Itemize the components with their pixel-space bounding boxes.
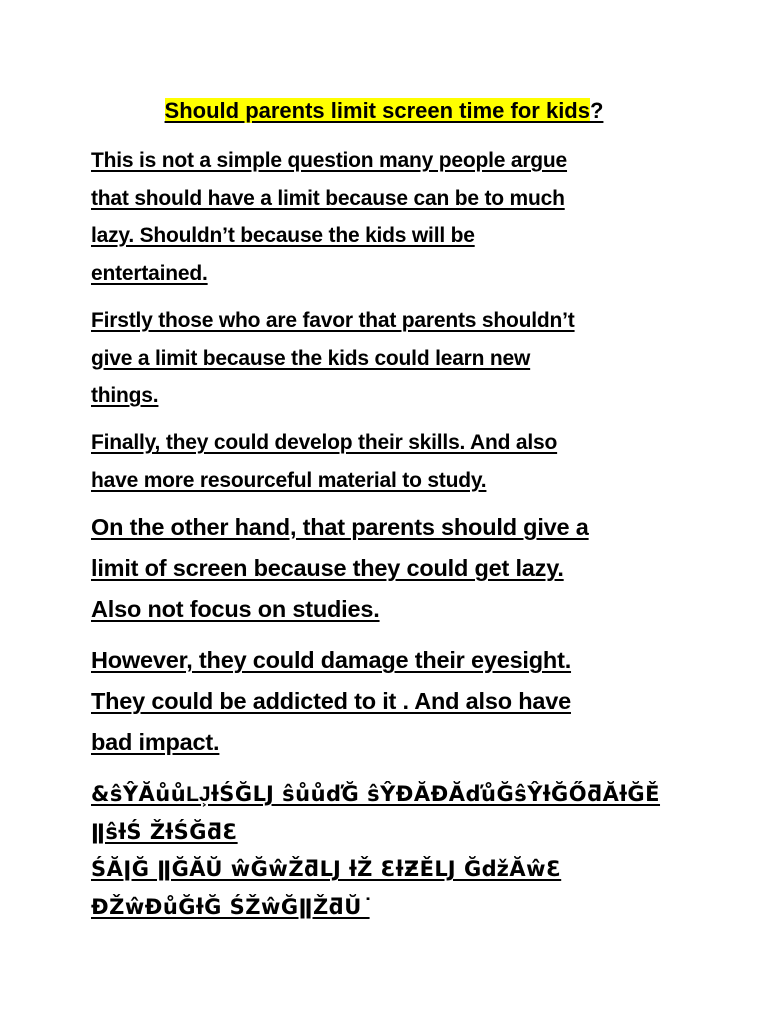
document-title: [0, 94, 768, 128]
title-highlighted-text: Should parents limit screen time for kids: [164, 98, 590, 123]
title-question-mark: ?: [589, 98, 604, 123]
paragraph-however: However, they could damage their eyesight. They could be addicted to it . And also have bad impact.: [91, 647, 572, 755]
paragraph-finally: Finally, they could develop their skills. And also have more resourceful material to study.: [91, 431, 558, 492]
paragraph-firstly: Firstly those who are favor that parents shouldn’t give a limit because the kids could learn new things.: [91, 309, 575, 407]
paragraph-other-hand: On the other hand, that parents should give a limit of screen because they could get lazy. Also not focus on studies.: [91, 514, 589, 622]
paragraph-intro: This is not a simple question many people argue that should have a limit because can be to much lazy. Shouldn’t because the kids will be entertained.: [91, 149, 568, 285]
paragraph-garbled-text: &ŝŶĂůůǇ͕ƚŚĞǇ ŝůůďĞ ŝŶĐĂƉĂďůĞŝŶƚĞŐƌĂƚĞĚ ǁŝƚŚ ŽƚŚĞƌƐ ŚĂǀĞ ǁĞĂŬ ŵĞŵŽƌǇ ƚŽ ƐƚƵĚǇ ĞǆĂŵƐ ĐŽŵƉůĞƚĞ ŚŽŵĞǁŽƌŬ ͘: [91, 782, 661, 919]
